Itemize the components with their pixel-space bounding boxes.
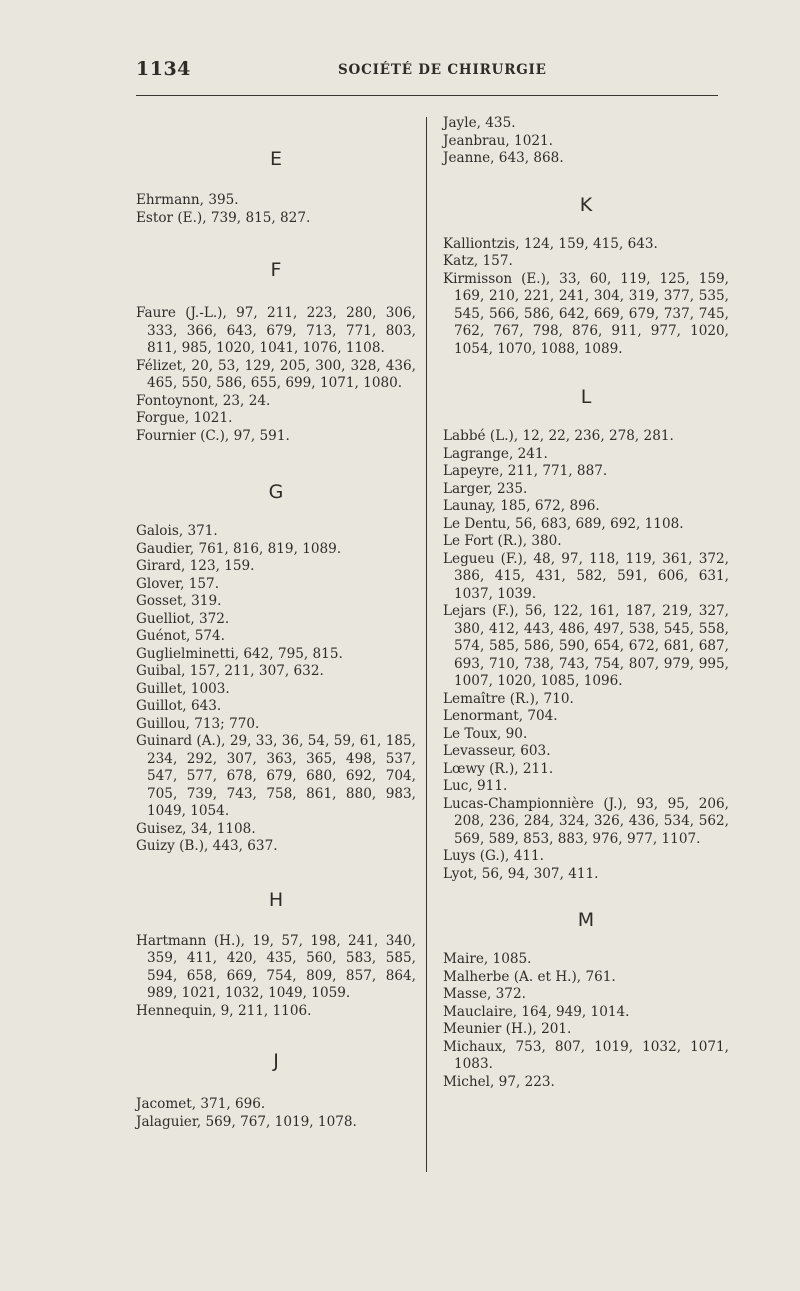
index-entry: Malherbe (A. et H.), 761. [443, 968, 616, 985]
running-title: SOCIÉTÉ DE CHIRURGIE [338, 62, 547, 78]
index-section [443, 909, 729, 1091]
index-section [136, 259, 416, 445]
index-entry: Jeanbrau, 1021. [443, 132, 553, 149]
index-entry: Le Fort (R.), 380. [443, 533, 562, 549]
index-entry: Labbé (L.), 12, 22, 236, 278, 281. [443, 428, 674, 444]
index-entry: Guénot, 574. [136, 628, 225, 644]
index-entry: Ehrmann, 395. [136, 192, 239, 208]
index-entry: Legueu (F.), 48, 97, 118, 119, 361, 372, 386, 415, 431, 582, 591, 606, 631, 1037, 1039. [443, 550, 729, 602]
index-entry: Lœwy (R.), 211. [443, 760, 554, 777]
section-letter: H [268, 888, 284, 911]
section-letter: K [579, 193, 593, 216]
index-section [136, 481, 416, 856]
index-section [443, 194, 729, 359]
index-entry: Kirmisson (E.), 33, 60, 119, 125, 159, 169, 210, 221, 241, 304, 319, 377, 535, 545, 566, 586, 642, 669, 679, 737, 745, 762, 767, 798, 876, 911, 977, 1020, 1054, 1070, 1088, 1089. [443, 270, 729, 357]
index-entry: Lemaître (R.), 710. [443, 690, 574, 707]
index-entry: Faure (J.-L.), 97, 211, 223, 280, 306, 333, 366, 643, 679, 713, 771, 803, 811, 985, 1020, 1041, 1076, 1108. [136, 305, 416, 356]
section-letter: J [273, 1050, 279, 1072]
index-entry: Larger, 235. [443, 480, 528, 497]
index-entry: Lenormant, 704. [443, 708, 558, 724]
index-entry: Guinard (A.), 29, 33, 36, 54, 59, 61, 185, 234, 292, 307, 363, 365, 498, 537, 547, 577, 678, 679, 680, 692, 704, 705, 739, 743, 758, 861, 880, 983, 1049, 1054. [136, 733, 416, 819]
index-entry: Hartmann (H.), 19, 57, 198, 241, 340, 359, 411, 420, 435, 560, 583, 585, 594, 658, 669, 754, 809, 857, 864, 989, 1021, 1032, 1049, 1059. [136, 932, 416, 1001]
index-entry: Félizet, 20, 53, 129, 205, 300, 328, 436, 465, 550, 586, 655, 699, 1071, 1080. [136, 357, 416, 391]
index-entry: Jayle, 435. [443, 115, 516, 131]
index-entry: Masse, 372. [443, 986, 526, 1002]
index-entry: Le Dentu, 56, 683, 689, 692, 1108. [443, 515, 684, 532]
index-entry: Guillet, 1003. [136, 680, 230, 697]
index-entry: Guelliot, 372. [136, 610, 230, 627]
index-entry: Maire, 1085. [443, 951, 532, 967]
index-entry: Lejars (F.), 56, 122, 161, 187, 219, 327, 380, 412, 443, 486, 497, 538, 545, 558, 574, 585, 586, 590, 654, 672, 681, 687, 693, 710, 738, 743, 754, 807, 979, 995, 1007, 1020, 1085, 1096. [443, 603, 729, 689]
index-entry: Lapeyre, 211, 771, 887. [443, 463, 608, 479]
index-entry: Guillou, 713; 770. [136, 715, 260, 732]
index-entry: Jalaguier, 569, 767, 1019, 1078. [136, 1113, 357, 1130]
index-entry: Lyot, 56, 94, 307, 411. [443, 865, 599, 882]
index-entry: Luys (G.), 411. [443, 848, 544, 864]
index-entry: Michaux, 753, 807, 1019, 1032, 1071, 1083. [443, 1038, 729, 1072]
left-index-column [136, 100, 416, 1131]
index-entry: Guibal, 157, 211, 307, 632. [136, 663, 324, 679]
section-letter: E [269, 148, 282, 170]
index-entry: Guglielminetti, 642, 795, 815. [136, 645, 343, 662]
section-letter: M [577, 909, 595, 931]
section-letter: F [270, 259, 282, 281]
index-entry: Michel, 97, 223. [443, 1073, 555, 1090]
index-entry: Gosset, 319. [136, 593, 222, 609]
index-entry: Galois, 371. [136, 523, 218, 539]
index-entry: Forgue, 1021. [136, 410, 233, 426]
index-entry: Guisez, 34, 1108. [136, 820, 256, 837]
index-entry: Fontoynont, 23, 24. [136, 392, 271, 409]
page-number: 1134 [136, 58, 191, 80]
section-letter: G [268, 481, 284, 503]
index-section [136, 148, 416, 227]
header-rule [136, 95, 718, 96]
index-entry: Estor (E.), 739, 815, 827. [136, 209, 311, 226]
index-entry: Guizy (B.), 443, 637. [136, 838, 278, 854]
index-entry: Jacomet, 371, 696. [136, 1096, 266, 1112]
index-entry: Launay, 185, 672, 896. [443, 498, 600, 514]
index-entry: Fournier (C.), 97, 591. [136, 427, 290, 444]
index-entry: Jeanne, 643, 868. [443, 150, 564, 166]
index-entry: Kalliontzis, 124, 159, 415, 643. [443, 235, 658, 252]
index-entry: Mauclaire, 164, 949, 1014. [443, 1003, 630, 1020]
index-entry: Katz, 157. [443, 253, 513, 269]
index-entry: Lucas-Championnière (J.), 93, 95, 206, 208, 236, 284, 324, 326, 436, 534, 562, 569, 589, 853, 883, 976, 977, 1107. [443, 795, 729, 847]
index-section [443, 115, 729, 168]
index-entry: Meunier (H.), 201. [443, 1021, 572, 1037]
index-entry: Luc, 911. [443, 778, 508, 794]
index-entry: Hennequin, 9, 211, 1106. [136, 1002, 312, 1019]
index-entry: Girard, 123, 159. [136, 558, 255, 574]
right-index-column [443, 100, 729, 1091]
section-letter: L [580, 386, 592, 408]
index-entry: Guillot, 643. [136, 698, 222, 714]
index-entry: Lagrange, 241. [443, 445, 548, 462]
index-entry: Gaudier, 761, 816, 819, 1089. [136, 540, 342, 557]
index-entry: Glover, 157. [136, 575, 220, 592]
index-entry: Le Toux, 90. [443, 725, 528, 742]
index-section [443, 386, 729, 883]
column-divider [426, 117, 427, 1172]
index-section [136, 1050, 416, 1131]
index-section [136, 889, 416, 1021]
index-entry: Levasseur, 603. [443, 743, 551, 759]
